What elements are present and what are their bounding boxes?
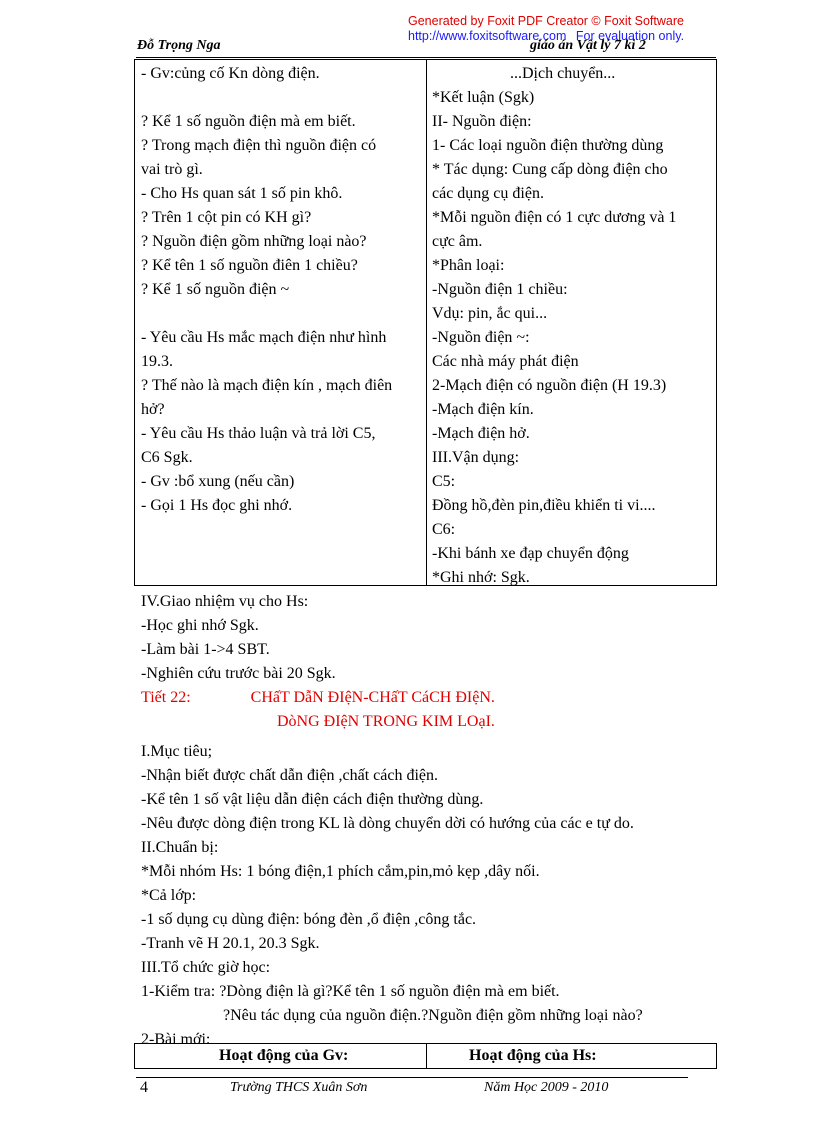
left-line: ? Kể tên 1 số nguồn điên 1 chiều? [141, 257, 358, 274]
right-line: *Kết luận (Sgk) [432, 89, 535, 106]
assignment-title: IV.Giao nhiệm vụ cho Hs: [141, 593, 309, 610]
right-line: Vdụ: pin, ắc qui... [432, 305, 548, 322]
left-line: vai trò gì. [141, 161, 203, 178]
activity-header-table [134, 1043, 717, 1069]
left-line: - Yêu cầu Hs mắc mạch điện như hình [141, 329, 387, 346]
preparation-title: II.Chuẩn bị: [141, 839, 219, 856]
left-line: - Yêu cầu Hs thảo luận và trả lời C5, [141, 425, 376, 442]
right-line: III.Vận dụng: [432, 449, 520, 466]
lesson-title-line1: CHấT DẫN ĐIệN-CHấT CáCH ĐIệN. [250, 689, 495, 706]
body-section [141, 590, 643, 1052]
left-line: 19.3. [141, 353, 173, 370]
assignment-item: -Làm bài 1->4 SBT. [141, 641, 270, 658]
lesson-label: Tiết 22: [141, 689, 191, 706]
right-line: C6: [432, 521, 456, 538]
left-line: - Gọi 1 Hs đọc ghi nhớ. [141, 497, 293, 514]
preparation-item: *Cả lớp: [141, 887, 197, 904]
organization-title: III.Tổ chức giờ học: [141, 959, 271, 976]
objective-item: -Kể tên 1 số vật liệu dẫn điện cách điện thường dùng. [141, 791, 484, 808]
objective-item: -Nêu được dòng điện trong KL là dòng chuyển dời có hướng của các e tự do. [141, 815, 634, 832]
left-line: ? Kể 1 số nguồn điện mà em biết. [141, 113, 356, 130]
left-line: hở? [141, 401, 165, 418]
header-subject: giáo án Vật lý 7 kì 2 [530, 38, 646, 53]
footer-divider [136, 1077, 688, 1078]
right-line: Các nhà máy phát điện [432, 353, 579, 370]
page-number: 4 [140, 1079, 148, 1096]
left-line: - Gv:củng cố Kn dòng điện. [141, 65, 320, 82]
header-author: Đỗ Trọng Nga [137, 38, 221, 53]
right-line: * Tác dụng: Cung cấp dòng điện cho [432, 161, 668, 178]
footer-year: Năm Học 2009 - 2010 [484, 1080, 609, 1095]
watermark-url[interactable]: http://www.foxitsoftware.com [408, 29, 567, 43]
student-activity-column [432, 62, 714, 590]
watermark-eval: For evaluation only. [575, 29, 685, 43]
left-line [141, 86, 421, 110]
right-line: -Khi bánh xe đạp chuyển động [432, 545, 629, 562]
header-divider [136, 57, 716, 58]
right-line: -Nguồn điện ~: [432, 329, 530, 346]
right-line: -Mạch điện hở. [432, 425, 530, 442]
left-line: - Gv :bổ xung (nếu cần) [141, 473, 295, 490]
right-line: Đồng hồ,đèn pin,điều khiển ti vi.... [432, 497, 656, 514]
preparation-item: -1 số dụng cụ dùng điện: bóng đèn ,ổ điện ,công tắc. [141, 911, 477, 928]
check-item: 1-Kiểm tra: ?Dòng điện là gì?Kể tên 1 số nguồn điện mà em biết. [141, 983, 560, 1000]
right-line: *Phân loại: [432, 257, 505, 274]
lesson-heading [141, 686, 643, 710]
left-line: C6 Sgk. [141, 449, 193, 466]
objective-title: I.Mục tiêu; [141, 743, 213, 760]
right-line: các dụng cụ điện. [432, 185, 544, 202]
teacher-activity-column [141, 62, 421, 518]
student-activity-header: Hoạt động của Hs: [469, 1047, 597, 1064]
right-line: ...Dịch chuyển... [510, 65, 616, 82]
teacher-activity-header: Hoạt động của Gv: [219, 1047, 349, 1064]
preparation-item: *Mỗi nhóm Hs: 1 bóng điện,1 phích cắm,pin,mỏ kẹp ,dây nối. [141, 863, 540, 880]
right-line: *Mỗi nguồn điện có 1 cực dương và 1 [432, 209, 677, 226]
right-line: 1- Các loại nguồn điện thường dùng [432, 137, 664, 154]
right-line: cực âm. [432, 233, 483, 250]
left-line: ? Trên 1 cột pin có KH gì? [141, 209, 312, 226]
right-line: -Mạch điện kín. [432, 401, 534, 418]
left-line: ? Nguồn điện gồm những loại nào? [141, 233, 367, 250]
check-item: ?Nêu tác dụng của nguồn điện.?Nguồn điện gồm những loại nào? [223, 1007, 643, 1024]
new-lesson-title: 2-Bài mới: [141, 1031, 211, 1048]
right-line: C5: [432, 473, 456, 490]
left-line: - Cho Hs quan sát 1 số pin khô. [141, 185, 343, 202]
left-line: ? Thế nào là mạch điện kín , mạch điên [141, 377, 393, 394]
table2-column-divider [426, 1044, 427, 1068]
right-line: 2-Mạch điện có nguồn điện (H 19.3) [432, 377, 667, 394]
assignment-item: -Nghiên cứu trước bài 20 Sgk. [141, 665, 336, 682]
lesson-title-line2: DòNG ĐIệN TRONG KIM LOạI. [277, 713, 495, 730]
right-line: *Ghi nhớ: Sgk. [432, 569, 530, 586]
table-column-divider [426, 60, 427, 585]
right-line: II- Nguồn điện: [432, 113, 532, 130]
watermark-line1: Generated by Foxit PDF Creator © Foxit Software [408, 14, 684, 28]
right-line: -Nguồn điện 1 chiều: [432, 281, 568, 298]
footer-school: Trường THCS Xuân Sơn [230, 1080, 368, 1095]
assignment-item: -Học ghi nhớ Sgk. [141, 617, 259, 634]
left-line: ? Kể 1 số nguồn điện ~ [141, 281, 290, 298]
left-line [141, 302, 421, 326]
objective-item: -Nhận biết được chất dẫn điện ,chất cách điện. [141, 767, 439, 784]
preparation-item: -Tranh vẽ H 20.1, 20.3 Sgk. [141, 935, 320, 952]
left-line: ? Trong mạch điện thì nguồn điện có [141, 137, 377, 154]
